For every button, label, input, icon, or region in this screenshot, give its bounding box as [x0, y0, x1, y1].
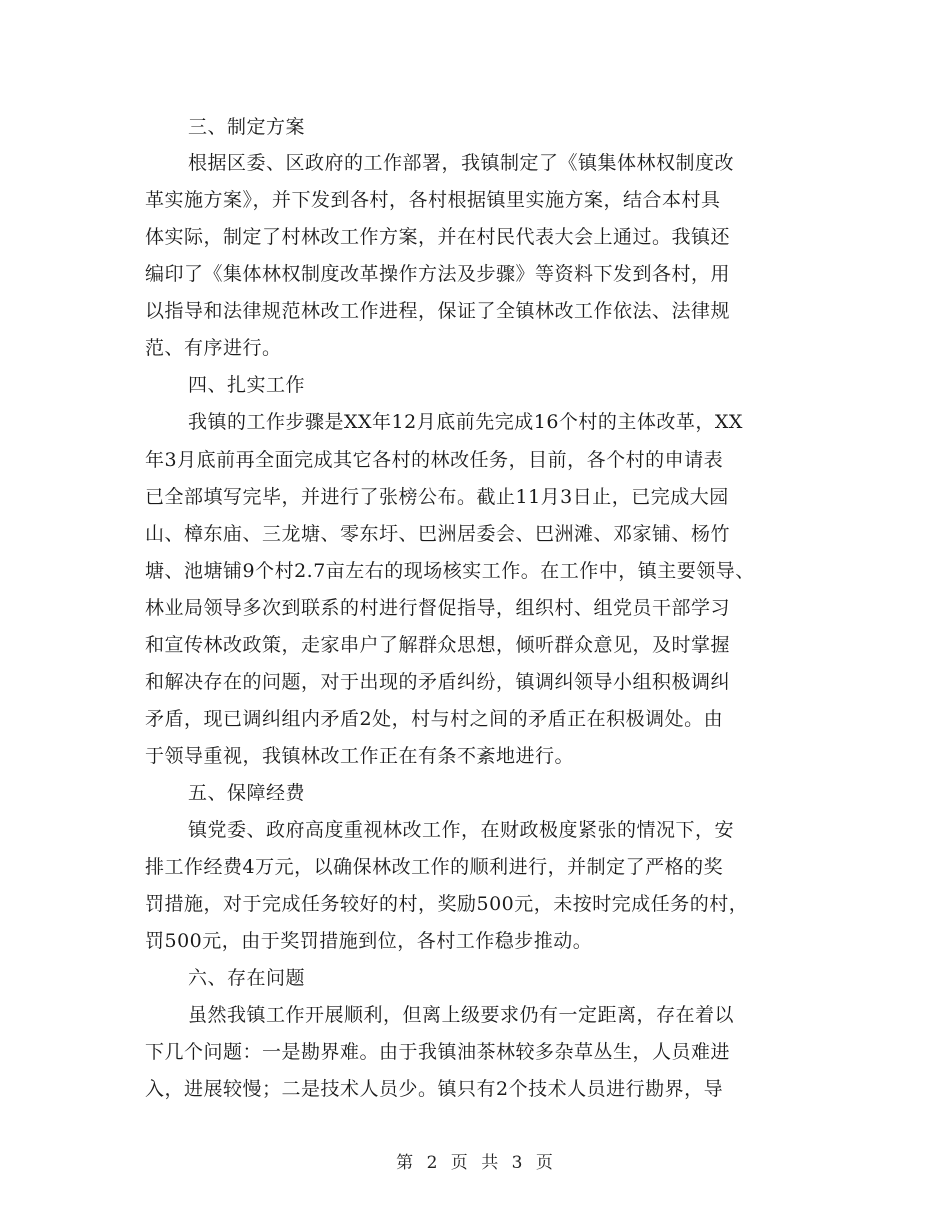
- paragraph-line: 编印了《集体林权制度改革操作方法及步骤》等资料下发到各村，用: [145, 263, 731, 285]
- footer-total-pages: 3: [511, 1153, 524, 1173]
- footer-label-total-unit: 页: [535, 1153, 554, 1173]
- footer-label-page-unit: 页: [450, 1153, 469, 1173]
- paragraph-line: 我镇的工作步骤是XX年12月底前先完成16个村的主体改革，XX: [188, 411, 743, 433]
- footer-label-total: 共: [481, 1153, 500, 1173]
- section-heading: 三、制定方案: [188, 116, 306, 138]
- paragraph-line: 矛盾，现已调纠组内矛盾2处，村与村之间的矛盾正在积极调处。由: [145, 708, 724, 730]
- paragraph-line: 镇党委、政府高度重视林改工作，在财政极度紧张的情况下，安: [188, 819, 735, 841]
- paragraph-line: 根据区委、区政府的工作部署，我镇制定了《镇集体林权制度改: [188, 152, 735, 174]
- section-heading: 五、保障经费: [188, 782, 306, 804]
- paragraph-line: 于领导重视，我镇林改工作正在有条不紊地进行。: [145, 745, 575, 767]
- paragraph-line: 以指导和法律规范林改工作进程，保证了全镇林改工作依法、法律规: [145, 300, 731, 322]
- paragraph-line: 和解决存在的问题，对于出现的矛盾纠纷，镇调纠领导小组积极调纠: [145, 671, 731, 693]
- paragraph-line: 革实施方案》，并下发到各村，各村根据镇里实施方案，结合本村具: [145, 189, 721, 211]
- footer-current-page: 2: [426, 1153, 439, 1173]
- footer-label-page: 第: [396, 1153, 415, 1173]
- paragraph-line: 林业局领导多次到联系的村进行督促指导，组织村、组党员干部学习: [145, 597, 731, 619]
- paragraph-line: 罚500元，由于奖罚措施到位，各村工作稳步推动。: [145, 930, 593, 952]
- paragraph-line: 虽然我镇工作开展顺利，但离上级要求仍有一定距离，存在着以: [188, 1004, 735, 1026]
- paragraph-line: 排工作经费4万元，以确保林改工作的顺利进行，并制定了严格的奖: [145, 856, 724, 878]
- page-footer: [0, 1148, 950, 1173]
- paragraph-line: 范、有序进行。: [145, 337, 282, 359]
- paragraph-line: 罚措施，对于完成任务较好的村，奖励500元，未按时完成任务的村，: [145, 893, 749, 915]
- section-heading: 六、存在问题: [188, 967, 306, 989]
- paragraph-line: 体实际，制定了村林改工作方案，并在村民代表大会上通过。我镇还: [145, 226, 731, 248]
- paragraph-line: 入，进展较慢；二是技术人员少。镇只有2个技术人员进行勘界，导: [145, 1078, 724, 1100]
- paragraph-line: 年3月底前再全面完成其它各村的林改任务，目前，各个村的申请表: [145, 449, 724, 471]
- paragraph-line: 山、樟东庙、三龙塘、零东圩、巴洲居委会、巴洲滩、邓家铺、杨竹: [145, 523, 731, 545]
- paragraph-line: 和宣传林改政策，走家串户了解群众思想，倾听群众意见，及时掌握: [145, 634, 731, 656]
- paragraph-line: 塘、池塘铺9个村2.7亩左右的现场核实工作。在工作中，镇主要领导、: [145, 560, 755, 582]
- section-heading: 四、扎实工作: [188, 374, 306, 396]
- paragraph-line: 已全部填写完毕，并进行了张榜公布。截止11月3日止，已完成大园: [145, 486, 729, 508]
- paragraph-line: 下几个问题：一是勘界难。由于我镇油茶林较多杂草丛生，人员难进: [145, 1041, 731, 1063]
